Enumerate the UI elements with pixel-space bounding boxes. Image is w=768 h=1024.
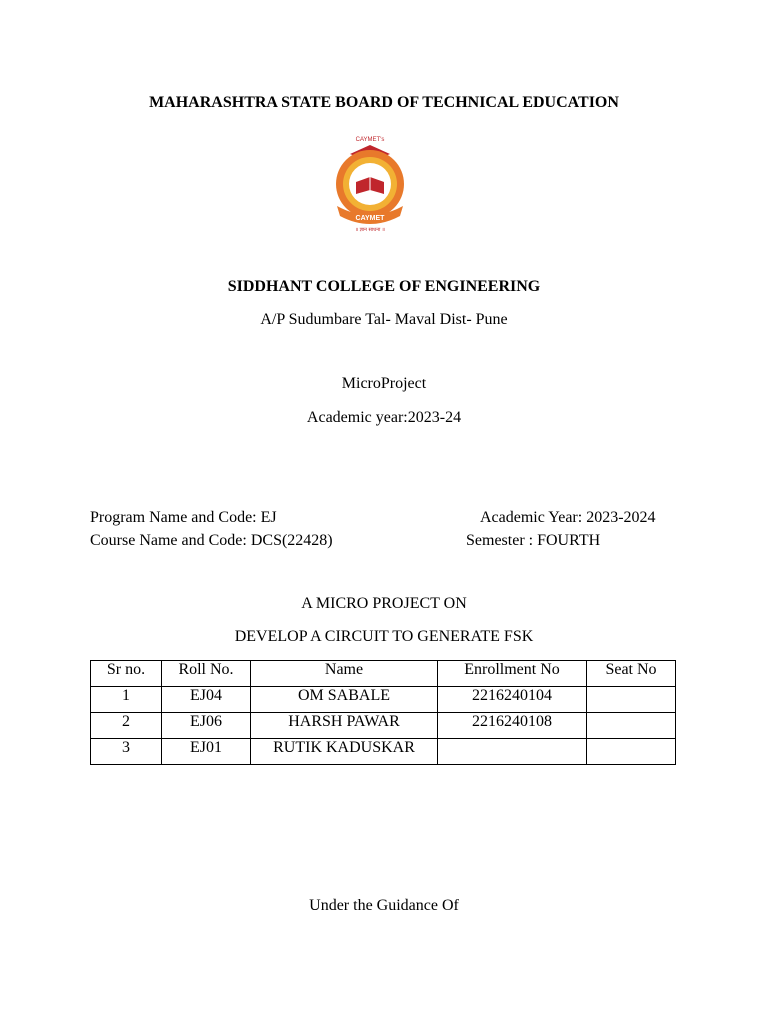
table-row <box>91 713 676 739</box>
header-enrollment-no: Enrollment No <box>438 661 587 687</box>
header-roll-no: Roll No. <box>162 661 251 687</box>
board-name: MAHARASHTRA STATE BOARD OF TECHNICAL EDUCATION <box>149 94 619 111</box>
cell-enrollment-no: 2216240108 <box>438 713 587 739</box>
logo-motto: ॥ ज्ञान साधना ॥ <box>355 227 385 233</box>
cell-roll-no: EJ01 <box>162 739 251 765</box>
cell-name: OM SABALE <box>251 687 438 713</box>
cell-enrollment-no <box>438 739 587 765</box>
guidance-label: Under the Guidance Of <box>309 897 459 914</box>
project-type: MicroProject <box>341 375 427 392</box>
cell-sr-no: 2 <box>91 713 162 739</box>
semester: Semester : FOURTH <box>466 532 601 549</box>
course-name-code: Course Name and Code: DCS(22428) <box>90 532 333 549</box>
cell-seat-no <box>587 687 676 713</box>
project-title: DEVELOP A CIRCUIT TO GENERATE FSK <box>234 628 534 645</box>
program-course-info <box>90 506 333 552</box>
logo-top-text: CAYMET's <box>355 137 385 143</box>
cell-sr-no: 1 <box>91 687 162 713</box>
project-heading: A MICRO PROJECT ON <box>301 595 467 612</box>
cell-name: HARSH PAWAR <box>251 713 438 739</box>
college-name: SIDDHANT COLLEGE OF ENGINEERING <box>227 278 541 295</box>
cell-roll-no: EJ06 <box>162 713 251 739</box>
college-logo <box>328 132 412 234</box>
academic-year-right: Academic Year: 2023-2024 <box>480 509 656 526</box>
table-header-row <box>91 661 676 687</box>
header-seat-no: Seat No <box>587 661 676 687</box>
cell-name: RUTIK KADUSKAR <box>251 739 438 765</box>
cell-enrollment-no: 2216240104 <box>438 687 587 713</box>
college-seal-icon <box>328 132 412 234</box>
college-address: A/P Sudumbare Tal- Maval Dist- Pune <box>260 311 508 328</box>
header-sr-no: Sr no. <box>91 661 162 687</box>
student-table <box>90 660 676 765</box>
table-row <box>91 687 676 713</box>
header-name: Name <box>251 661 438 687</box>
academic-year-center: Academic year:2023-24 <box>306 409 462 426</box>
program-name-code: Program Name and Code: EJ <box>90 509 277 526</box>
cell-sr-no: 3 <box>91 739 162 765</box>
logo-ribbon-text: CAYMET <box>355 215 385 222</box>
table-row <box>91 739 676 765</box>
cell-seat-no <box>587 739 676 765</box>
cell-roll-no: EJ04 <box>162 687 251 713</box>
year-semester-info <box>466 506 656 552</box>
cell-seat-no <box>587 713 676 739</box>
